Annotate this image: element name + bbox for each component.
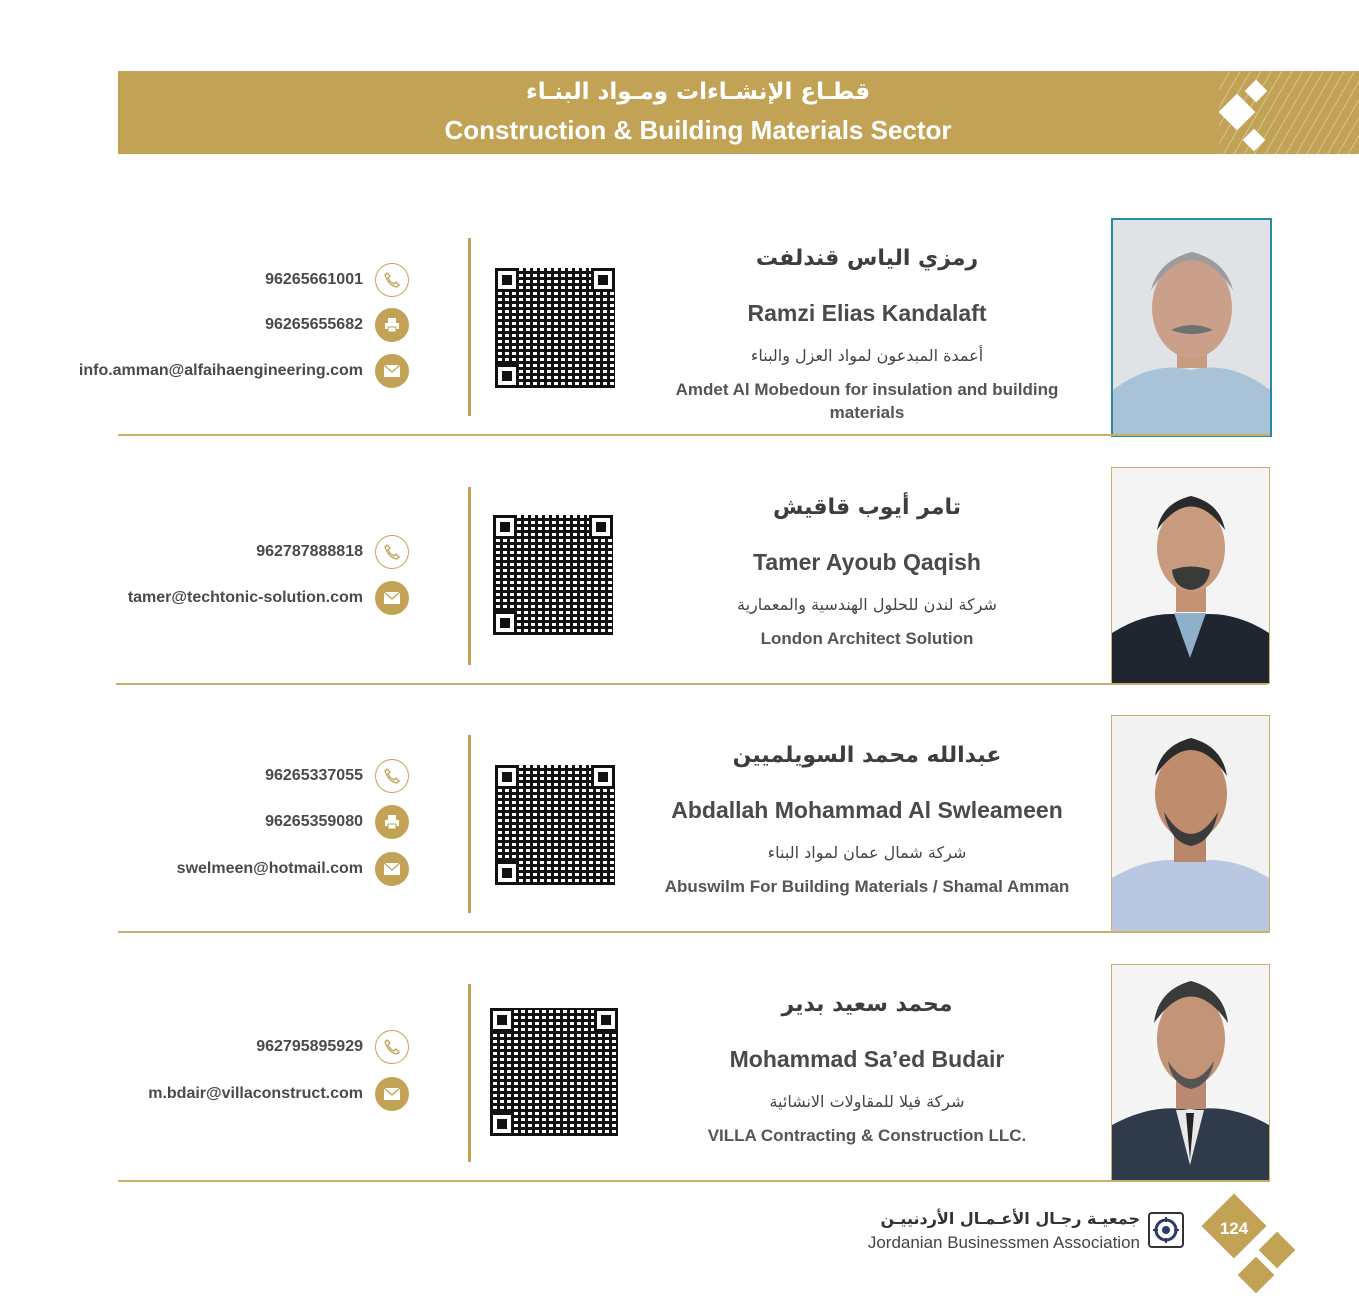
- email-icon: [375, 1077, 409, 1111]
- qr-code[interactable]: [495, 765, 615, 885]
- company-name-ar: شركة فيلا للمقاولات الانشائية: [769, 1092, 965, 1111]
- phone-number[interactable]: 962787888818: [256, 543, 363, 560]
- qr-finder: [591, 765, 615, 789]
- qr-finder: [495, 765, 519, 789]
- member-name-en: Abdallah Mohammad Al Swleameen: [671, 797, 1063, 823]
- qr-finder: [495, 861, 519, 885]
- company-name-ar: أعمدة المبدعون لمواد العزل والبناء: [750, 346, 984, 365]
- qr-finder: [589, 515, 613, 539]
- qr-code[interactable]: [493, 515, 613, 635]
- phone-row[interactable]: [265, 262, 409, 298]
- company-name-en: VILLA Contracting & Construction LLC.: [707, 1126, 1027, 1145]
- qr-finder: [493, 611, 517, 635]
- member-photo: [1111, 715, 1270, 932]
- member-entry: [0, 715, 1359, 963]
- company-name-en: London Architect Solution: [760, 629, 974, 648]
- member-entry: [0, 964, 1359, 1212]
- divider-vertical: [468, 487, 471, 665]
- phone-icon: [375, 1030, 409, 1064]
- fax-number[interactable]: 96265655682: [265, 316, 363, 333]
- divider-horizontal: [118, 931, 1270, 933]
- qr-finder: [495, 268, 519, 292]
- qr-code[interactable]: [495, 268, 615, 388]
- member-name-ar: محمد سعيد بدير: [781, 992, 953, 1017]
- email-row[interactable]: [148, 1076, 409, 1112]
- email-address[interactable]: info.amman@alfaihaengineering.com: [78, 362, 363, 379]
- member-name-en: Mohammad Sa’ed Budair: [729, 1046, 1005, 1072]
- phone-row[interactable]: [256, 1029, 409, 1065]
- member-name-en: Ramzi Elias Kandalaft: [747, 300, 987, 326]
- divider-vertical: [468, 735, 471, 913]
- email-icon: [375, 581, 409, 615]
- email-address[interactable]: swelmeen@hotmail.com: [176, 860, 363, 877]
- divider-horizontal: [116, 683, 1268, 685]
- company-name-en: Abuswilm For Building Materials / Shamal Amman: [664, 877, 1070, 896]
- divider-vertical: [468, 238, 471, 416]
- phone-number[interactable]: 96265337055: [265, 767, 363, 784]
- qr-finder: [591, 268, 615, 292]
- phone-icon: [375, 263, 409, 297]
- member-entry: [0, 218, 1359, 466]
- member-photo: [1111, 964, 1270, 1181]
- divider-horizontal: [118, 434, 1270, 436]
- org-name-ar: جمعيـة رجـال الأعـمـال الأردنييـن: [880, 1209, 1140, 1228]
- email-icon: [375, 852, 409, 886]
- company-name-ar: شركة شمال عمان لمواد البناء: [767, 843, 967, 862]
- fax-icon: [375, 805, 409, 839]
- phone-row[interactable]: [256, 534, 409, 570]
- sector-banner: [118, 71, 1359, 154]
- fax-number[interactable]: 96265359080: [265, 813, 363, 830]
- member-photo: [1111, 218, 1272, 437]
- fax-icon: [375, 308, 409, 342]
- phone-number[interactable]: 962795895929: [256, 1038, 363, 1055]
- qr-finder: [490, 1112, 514, 1136]
- email-row[interactable]: [177, 851, 409, 887]
- diamond-ornament: [1259, 1232, 1296, 1269]
- email-icon: [375, 354, 409, 388]
- qr-finder: [493, 515, 517, 539]
- member-photo: [1111, 467, 1270, 684]
- diamond-ornament: [1238, 1257, 1275, 1294]
- member-name-ar: تامر أيوب قاقيش: [773, 495, 961, 520]
- member-entry: [0, 467, 1359, 715]
- qr-code[interactable]: [490, 1008, 618, 1136]
- phone-number[interactable]: 96265661001: [265, 271, 363, 288]
- qr-finder: [495, 364, 519, 388]
- email-row[interactable]: [128, 580, 409, 616]
- member-name-ar: عبدالله محمد السويلميين: [732, 743, 1002, 768]
- page-number: 124: [1219, 1219, 1249, 1238]
- org-name-en: Jordanian Businessmen Association: [867, 1233, 1140, 1252]
- email-row[interactable]: [79, 353, 409, 389]
- divider-vertical: [468, 984, 471, 1162]
- phone-row[interactable]: [265, 758, 409, 794]
- fax-row[interactable]: [265, 307, 409, 343]
- qr-finder: [594, 1008, 618, 1032]
- email-address[interactable]: tamer@techtonic-solution.com: [127, 589, 363, 606]
- association-logo: [1148, 1212, 1184, 1248]
- sector-title-ar: قطـاع الإنشـاءات ومـواد البنـاء: [525, 79, 871, 105]
- sector-title-en: Construction & Building Materials Sector: [444, 115, 952, 145]
- phone-icon: [375, 535, 409, 569]
- email-address[interactable]: m.bdair@villaconstruct.com: [148, 1085, 363, 1102]
- member-name-en: Tamer Ayoub Qaqish: [753, 549, 981, 575]
- phone-icon: [375, 759, 409, 793]
- divider-horizontal: [118, 1180, 1270, 1182]
- company-name-en: Amdet Al Mobedoun for insulation and building materials: [675, 380, 1059, 422]
- fax-row[interactable]: [265, 804, 409, 840]
- company-name-ar: شركة لندن للحلول الهندسية والمعمارية: [737, 595, 997, 614]
- qr-finder: [490, 1008, 514, 1032]
- member-name-ar: رمزي الياس قندلفت: [755, 246, 979, 271]
